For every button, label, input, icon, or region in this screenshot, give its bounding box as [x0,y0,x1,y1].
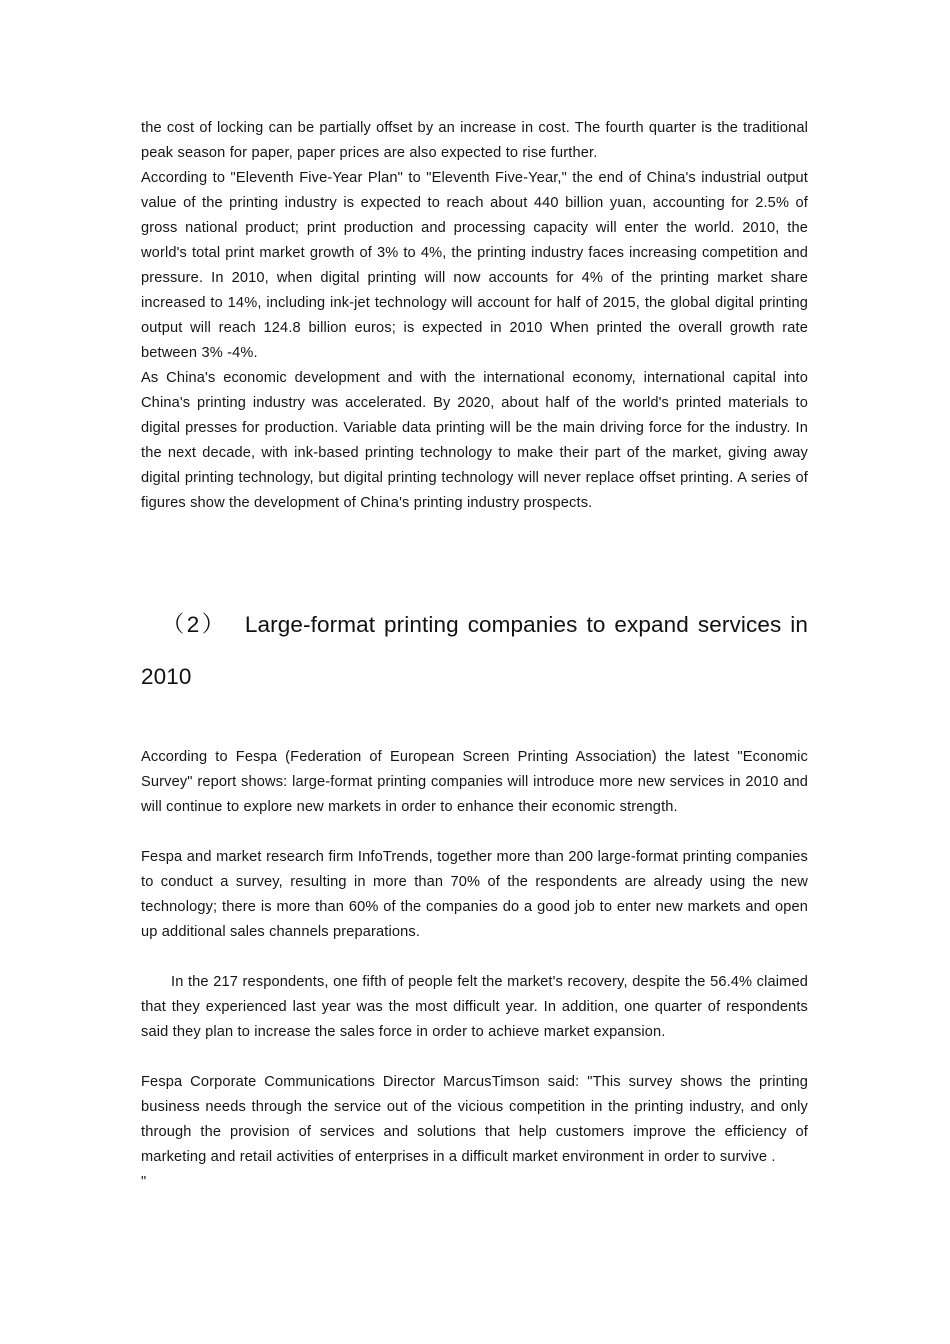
spacer-after-heading [141,703,808,745]
document-body [141,116,808,1195]
paragraph-economic-development: As China's economic development and with the international economy, international capital into China's printing industry was accelerated. By 2020, about half of the world's printed materials to digital presses for production. Variable data printing will be the main driving force for the industry. In the next decade, with ink-based printing technology to make their part of the market, giving away digital printing technology, but digital printing technology will never replace offset printing. A series of figures show the development of China's printing industry prospects. [141,370,808,511]
heading-text-line1: Large-format printing companies to expand services in [244,612,809,637]
spacer-para-5-6 [141,945,808,970]
paragraph-closing-quote: " [141,1174,147,1190]
heading-first-line [141,599,808,651]
heading-second-line: 2010 [141,664,192,689]
paragraph-fespa-survey: According to Fespa (Federation of European Screen Printing Association) the latest "Economic Survey" report shows: large-format printing companies will introduce more new services in 2010 and will continue to explore new markets in order to enhance their economic strength. [141,749,808,815]
paragraph-locking-cost: the cost of locking can be partially offset by an increase in cost. The fourth quarter is the traditional peak season for paper, paper prices are also expected to rise further. [141,120,808,161]
section-heading-large-format [141,599,808,703]
paragraph-marcus-timson: Fespa Corporate Communications Director MarcusTimson said: "This survey shows the printing business needs through the service out of the vicious competition in the printing industry, and only through the provision of services and solutions that help customers improve the efficiency of marketing and retail activities of enterprises in a difficult market environment in order to survive . [141,1074,808,1165]
heading-number: （2） [159,612,227,637]
paragraph-infotrends: Fespa and market research firm InfoTrends, together more than 200 large-format printing companies to conduct a survey, resulting in more than 70% of the respondents are already using the new technology; there is more than 60% of the companies do a good job to enter new markets and open up additional sales channels preparations. [141,849,808,940]
spacer-para-6-7 [141,1045,808,1070]
paragraph-five-year-plan: According to "Eleventh Five-Year Plan" to "Eleventh Five-Year," the end of China's industrial output value of the printing industry is expected to reach about 440 billion yuan, accounting for 2.5% of gross national product; print production and processing capacity will enter the world. 2010, the world's total print market growth of 3% to 4%, the printing industry faces increasing competition and pressure. In 2010, when digital printing will now accounts for 4% of the printing market share increased to 14%, including ink-jet technology will account for half of 2015, the global digital printing output will reach 124.8 billion euros; is expected in 2010 When printed the overall growth rate between 3% -4%. [141,170,808,361]
spacer-before-heading [141,516,808,599]
paragraph-respondents: In the 217 respondents, one fifth of people felt the market's recovery, despite the 56.4% claimed that they experienced last year was the most difficult year. In addition, one quarter of respondents said they plan to increase the sales force in order to achieve market expansion. [141,974,808,1040]
spacer-para-4-5 [141,820,808,845]
